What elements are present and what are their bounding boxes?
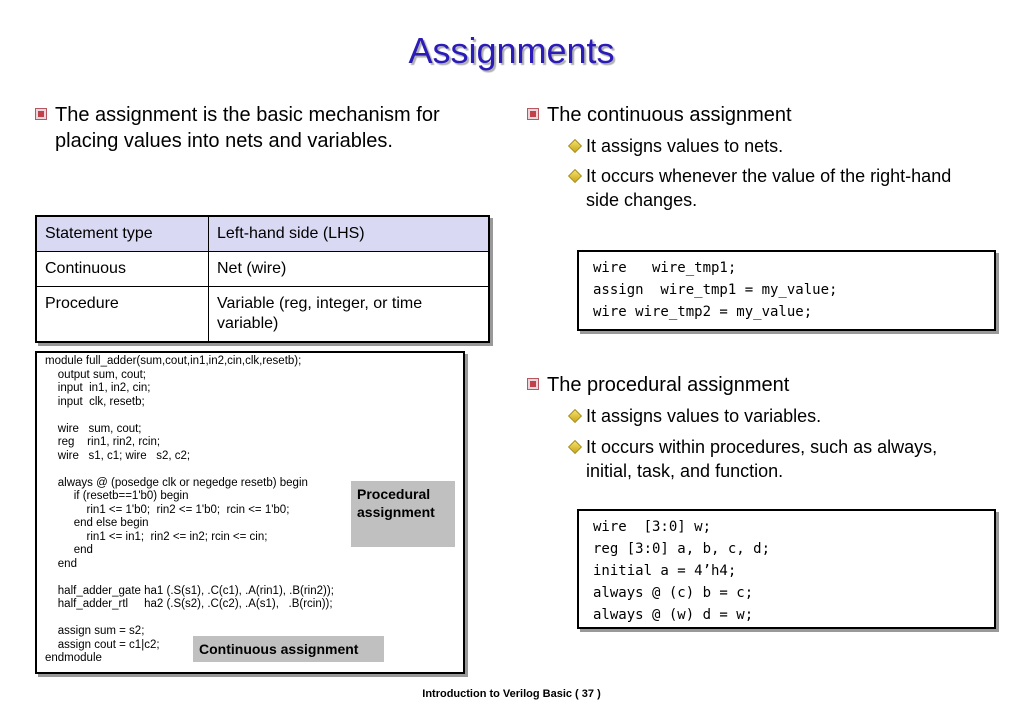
code-line: half_adder_rtl ha2 (.S(s2), .C(c2), .A(s1), .B(rcin)); xyxy=(45,598,333,610)
table-row xyxy=(36,252,489,287)
code-line: input in1, in2, cin; xyxy=(45,382,151,394)
procedural-sub-text: It assigns values to variables. xyxy=(586,406,822,426)
code-line: assign cout = c1|c2; xyxy=(45,638,160,651)
diamond-bullet-icon xyxy=(568,409,582,423)
code-line: end xyxy=(45,544,93,556)
code-line: endmodule xyxy=(45,652,102,664)
code-line: always @ (c) b = c; xyxy=(593,585,754,601)
continuous-sub-text: It occurs whenever the value of the right-hand side changes. xyxy=(586,166,952,210)
table-cell: Net (wire) xyxy=(209,252,490,287)
code-line: assign wire_tmp1 = my_value; xyxy=(593,282,838,298)
procedural-heading-bullet xyxy=(527,372,997,398)
procedural-sub-bullet xyxy=(568,435,988,483)
table-cell: Procedure xyxy=(36,287,209,343)
code-line xyxy=(45,612,455,626)
diamond-bullet-icon xyxy=(568,139,582,153)
square-bullet-icon xyxy=(527,108,539,120)
intro-text: The assignment is the basic mechanism for placing values into nets and variables. xyxy=(55,104,440,152)
table-header-row xyxy=(36,216,489,252)
continuous-sub-bullet xyxy=(568,134,988,158)
table-cell: Continuous xyxy=(36,252,209,287)
continuous-heading-bullet xyxy=(527,102,997,128)
code-line: end xyxy=(45,557,77,570)
code-line: wire s1, c1; wire s2, c2; xyxy=(45,449,191,462)
diamond-bullet-icon xyxy=(568,169,582,183)
procedural-sub-bullet xyxy=(568,404,988,428)
code-line: wire wire_tmp1; xyxy=(593,260,737,276)
code-line: output sum, cout; xyxy=(45,368,146,381)
code-line: half_adder_gate ha1 (.S(s1), .C(c1), .A(rin1), .B(rin2)); xyxy=(45,584,334,597)
continuous-heading: The continuous assignment xyxy=(547,104,792,126)
table-header-cell: Left-hand side (LHS) xyxy=(209,216,490,252)
continuous-sub-text: It assigns values to nets. xyxy=(586,136,784,156)
code-line: input clk, resetb; xyxy=(45,395,145,408)
diamond-bullet-icon xyxy=(568,440,582,454)
code-line xyxy=(45,463,455,477)
code-line: always @ (w) d = w; xyxy=(593,607,754,623)
code-line: if (resetb==1'b0) begin xyxy=(45,490,189,502)
square-bullet-icon xyxy=(35,108,47,120)
procedural-heading: The procedural assignment xyxy=(547,374,790,396)
statement-table xyxy=(35,215,490,343)
procedural-callout: Procedural assignment xyxy=(351,481,455,547)
intro-bullet xyxy=(35,102,505,154)
code-line xyxy=(45,571,455,585)
code-line: rin1 <= 1'b0; rin2 <= 1'b0; rcin <= 1'b0; xyxy=(45,503,290,516)
table-cell: Variable (reg, integer, or time variable) xyxy=(209,287,490,343)
procedural-code-box xyxy=(577,509,996,629)
code-line: reg [3:0] a, b, c, d; xyxy=(593,541,771,557)
code-line xyxy=(45,409,455,423)
continuous-callout: Continuous assignment xyxy=(193,636,384,662)
code-line: always @ (posedge clk or negedge resetb) begin xyxy=(45,476,308,489)
continuous-code-box xyxy=(577,250,996,331)
code-line: reg rin1, rin2, rcin; xyxy=(45,436,161,448)
code-line: wire sum, cout; xyxy=(45,422,142,435)
table-row xyxy=(36,287,489,343)
page-title: Assignments xyxy=(408,30,615,71)
table-header-cell: Statement type xyxy=(36,216,209,252)
procedural-sub-text: It occurs within procedures, such as always, initial, task, and function. xyxy=(586,437,938,481)
code-line: wire wire_tmp2 = my_value; xyxy=(593,304,813,320)
code-line: assign sum = s2; xyxy=(45,625,145,637)
footer: Introduction to Verilog Basic ( 37 ) xyxy=(422,688,601,700)
continuous-sub-bullet xyxy=(568,164,988,212)
square-bullet-icon xyxy=(527,378,539,390)
code-line: initial a = 4’h4; xyxy=(593,563,737,579)
code-line: wire [3:0] w; xyxy=(593,519,712,535)
code-line: end else begin xyxy=(45,517,149,529)
code-line: rin1 <= in1; rin2 <= in2; rcin <= cin; xyxy=(45,530,268,543)
code-line: module full_adder(sum,cout,in1,in2,cin,clk,resetb); xyxy=(45,355,302,367)
